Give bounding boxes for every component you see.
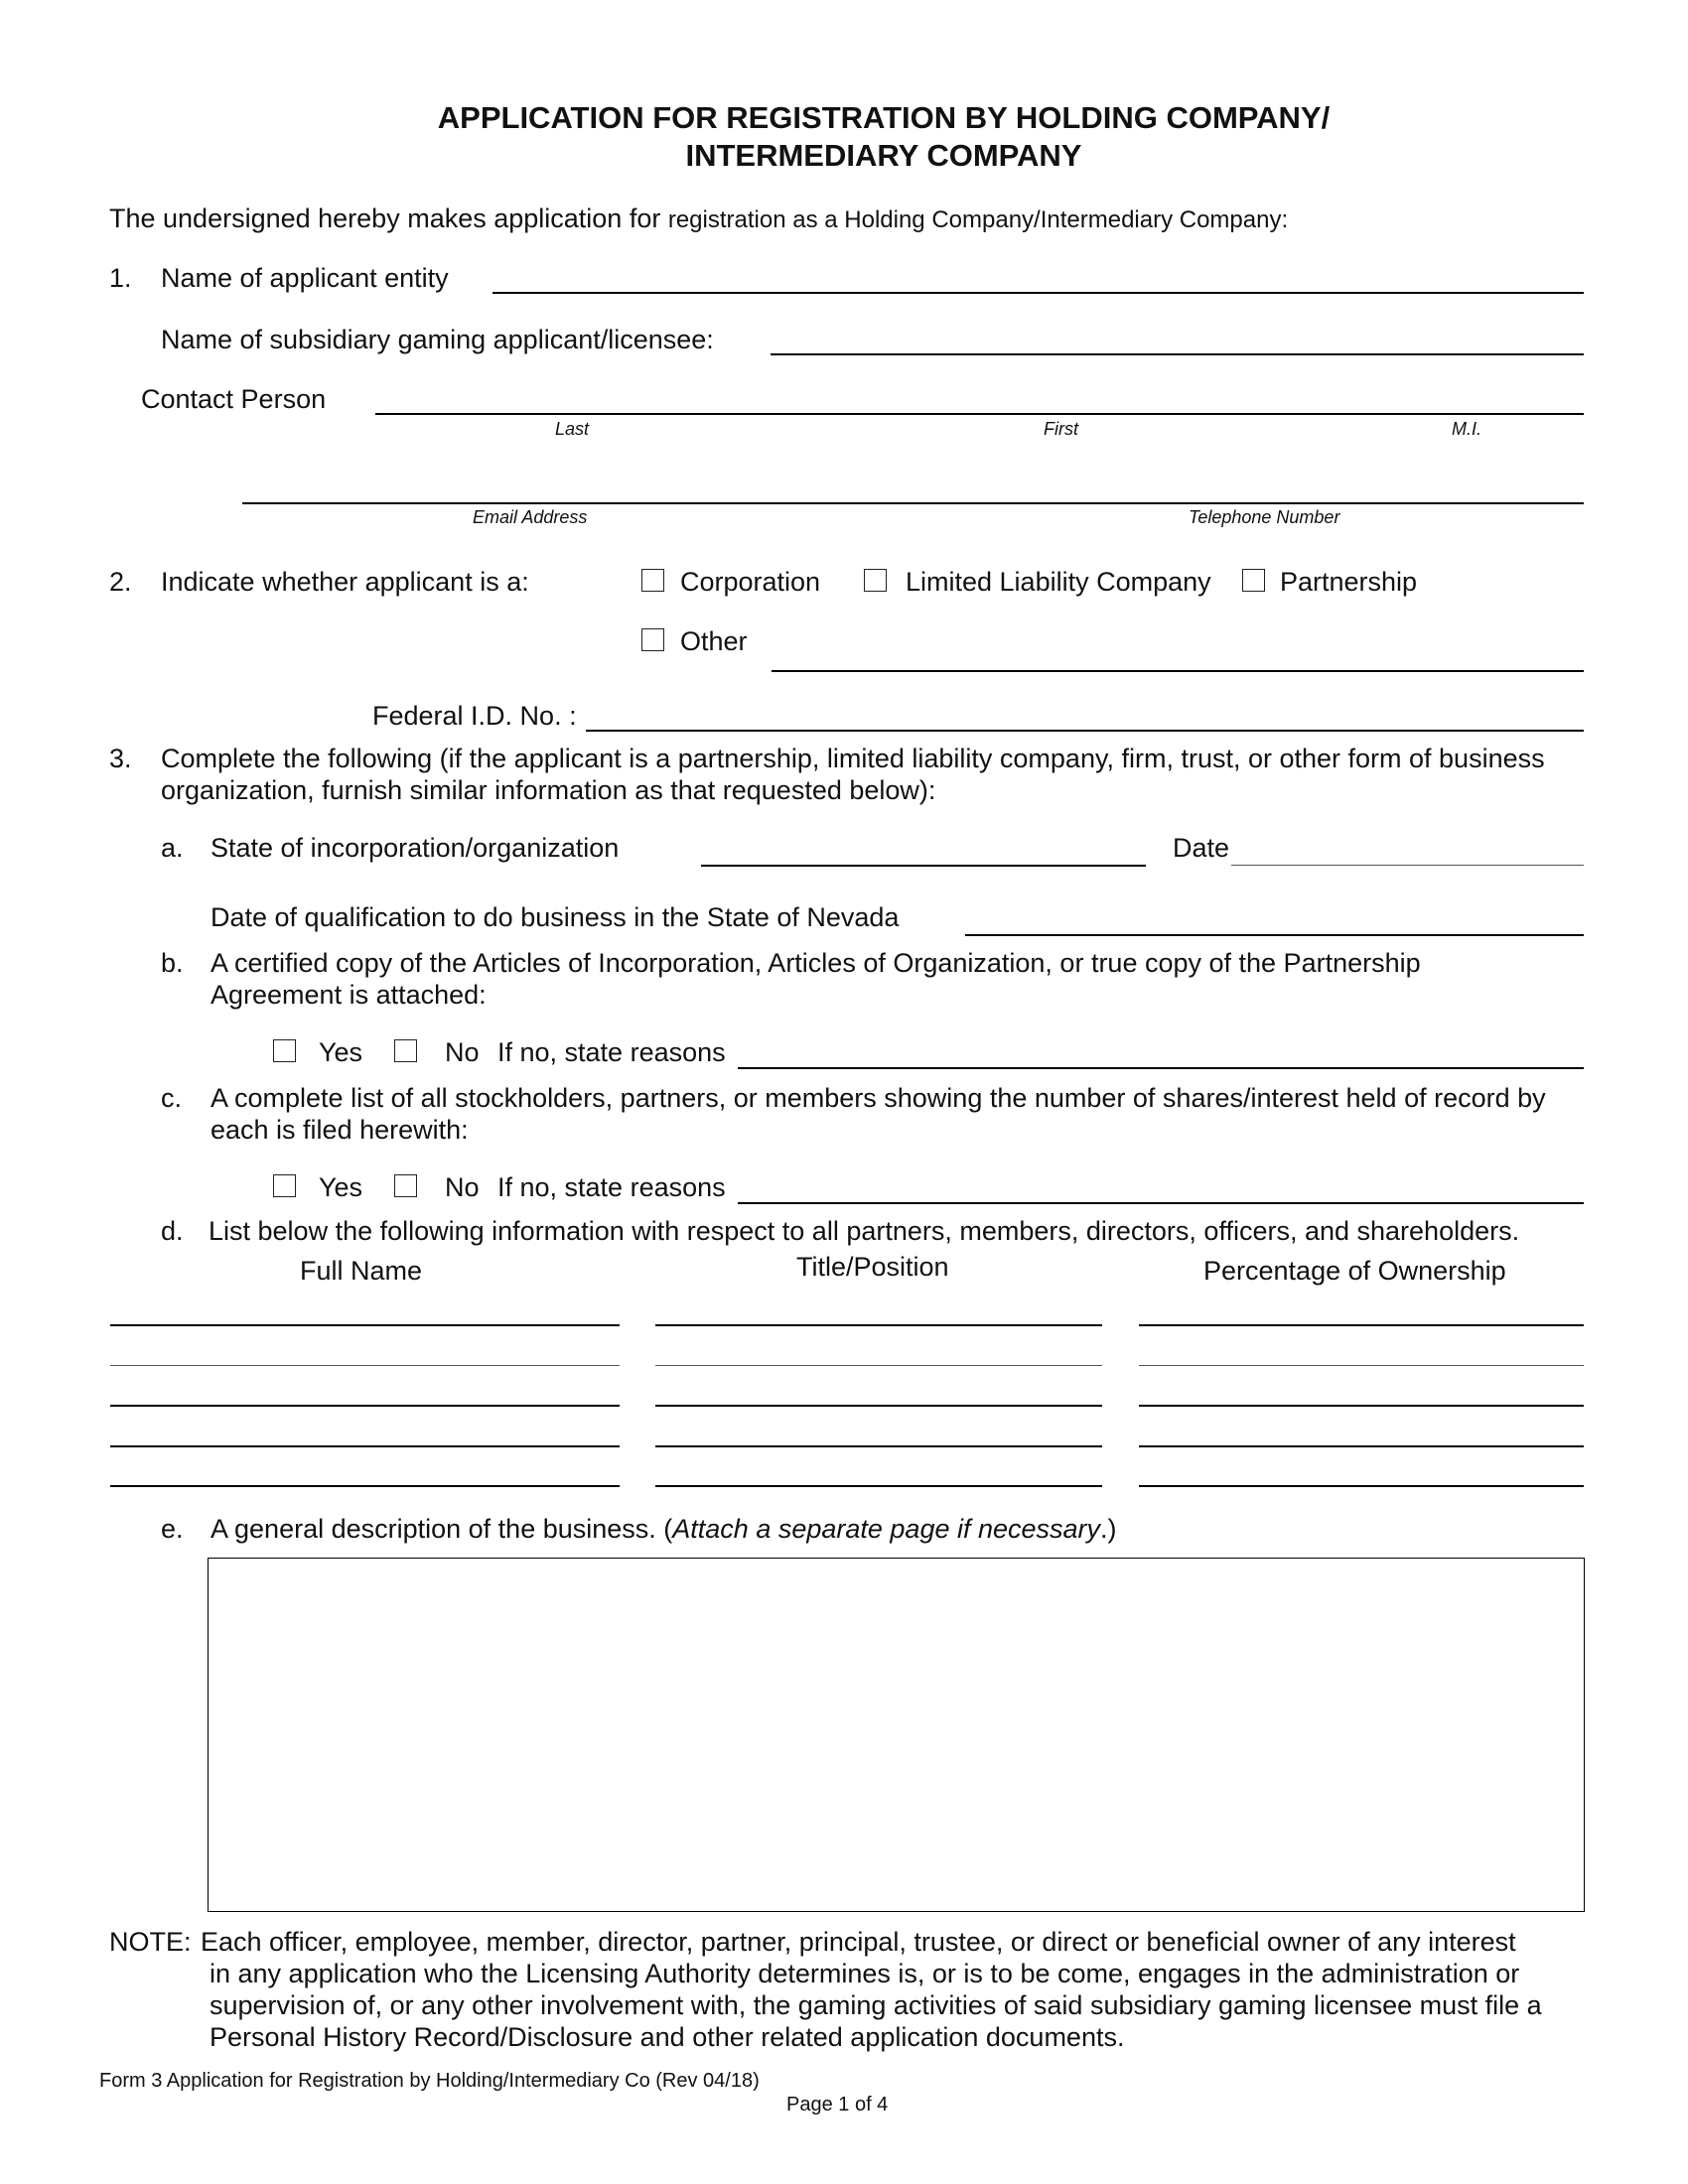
stockholder-no-label: No [445, 1172, 480, 1202]
corporation-label: Corporation [680, 567, 821, 597]
owner-title-row-2[interactable] [655, 1365, 1102, 1366]
federal-id-field[interactable] [586, 730, 1584, 732]
form-title-line2: INTERMEDIARY COMPANY [685, 138, 1082, 173]
note-line2: in any application who the Licensing Authority determines is, or is to be come, engages in the administration or [210, 1959, 1520, 1988]
intro-text: The undersigned hereby makes application for registration as a Holding Company/Intermediary Company: [109, 204, 1289, 233]
note-line1: Each officer, employee, member, director, partner, principal, trustee, or direct or beneficial owner of any interest [201, 1927, 1516, 1957]
other-field[interactable] [772, 670, 1584, 672]
federal-id-label: Federal I.D. No. : [372, 701, 577, 731]
owner-name-row-3[interactable] [110, 1405, 620, 1407]
owner-pct-row-4[interactable] [1139, 1445, 1584, 1447]
note-label: NOTE: [109, 1927, 192, 1957]
articles-no-checkbox[interactable] [394, 1039, 417, 1062]
subsidiary-label: Name of subsidiary gaming applicant/licensee: [161, 325, 714, 354]
articles-reasons-field[interactable] [738, 1067, 1584, 1069]
stockholder-yes-checkbox[interactable] [273, 1174, 296, 1197]
page-number: Page 1 of 4 [786, 2094, 889, 2116]
owner-title-row-4[interactable] [655, 1445, 1102, 1447]
contact-person-field[interactable] [375, 413, 1584, 415]
llc-label: Limited Liability Company [906, 567, 1211, 597]
caption-last: Last [555, 419, 590, 439]
q3-number: 3. [109, 744, 132, 773]
owner-name-row-5[interactable] [110, 1485, 620, 1487]
caption-first: First [1044, 419, 1078, 439]
state-incorporation-label: State of incorporation/organization [211, 833, 620, 863]
q1-number: 1. [109, 263, 132, 293]
q3-text-line1: Complete the following (if the applicant is a partnership, limited liability company, firm, trust, or other form of business [161, 744, 1545, 773]
contact-person-label: Contact Person [141, 384, 327, 414]
corporation-checkbox[interactable] [641, 569, 664, 592]
llc-checkbox[interactable] [864, 569, 887, 592]
form-title-line1: APPLICATION FOR REGISTRATION BY HOLDING COMPANY/ [437, 100, 1331, 135]
owner-pct-row-1[interactable] [1139, 1324, 1584, 1326]
owner-title-row-1[interactable] [655, 1324, 1102, 1326]
applicant-entity-label: Name of applicant entity [161, 263, 449, 293]
entity-type-label: Indicate whether applicant is a: [161, 567, 529, 597]
partnership-checkbox[interactable] [1242, 569, 1265, 592]
note-line3: supervision of, or any other involvement with, the gaming activities of said subsidiary gaming licensee must file a [210, 1990, 1542, 2020]
q2-number: 2. [109, 567, 132, 597]
stockholder-reasons-field[interactable] [738, 1202, 1584, 1204]
partnership-label: Partnership [1280, 567, 1418, 597]
stockholder-text-line1: A complete list of all stockholders, partners, or members showing the number of shares/interest held of record by [211, 1083, 1546, 1113]
q3e-letter: e. [161, 1514, 184, 1544]
stockholder-no-checkbox[interactable] [394, 1174, 417, 1197]
subsidiary-field[interactable] [771, 353, 1584, 355]
q3d-letter: d. [161, 1216, 184, 1246]
q3a-letter: a. [161, 833, 184, 863]
q3b-letter: b. [161, 948, 184, 978]
owners-list-text: List below the following information with respect to all partners, members, directors, officers, and shareholders. [209, 1216, 1520, 1246]
form-footer: Form 3 Application for Registration by Holding/Intermediary Co (Rev 04/18) [99, 2070, 760, 2092]
business-description-label: A general description of the business. (Attach a separate page if necessary.) [211, 1514, 1117, 1544]
applicant-entity-field[interactable] [492, 292, 1584, 294]
articles-text-line1: A certified copy of the Articles of Incorporation, Articles of Organization, or true copy of the Partnership [211, 948, 1421, 978]
q3-text-line2: organization, furnish similar information as that requested below): [161, 775, 936, 805]
stockholder-yes-label: Yes [319, 1172, 363, 1202]
articles-yes-label: Yes [319, 1037, 363, 1067]
owner-name-row-4[interactable] [110, 1445, 620, 1447]
owner-pct-row-3[interactable] [1139, 1405, 1584, 1407]
articles-no-label: No [445, 1037, 480, 1067]
nevada-qualification-label: Date of qualification to do business in the State of Nevada [211, 902, 900, 932]
nevada-qualification-field[interactable] [965, 934, 1584, 936]
owner-pct-row-5[interactable] [1139, 1485, 1584, 1487]
owner-name-row-1[interactable] [110, 1324, 620, 1326]
email-phone-field[interactable] [242, 502, 1584, 504]
incorporation-date-field[interactable] [1231, 865, 1584, 866]
column-title-position: Title/Position [796, 1252, 949, 1282]
stockholder-text-line2: each is filed herewith: [211, 1115, 469, 1145]
caption-email: Email Address [473, 507, 588, 527]
articles-yes-checkbox[interactable] [273, 1039, 296, 1062]
state-incorporation-field[interactable] [701, 865, 1146, 867]
incorporation-date-label: Date [1173, 833, 1230, 863]
owner-pct-row-2[interactable] [1139, 1365, 1584, 1366]
articles-reasons-label: If no, state reasons [497, 1037, 726, 1067]
column-percentage: Percentage of Ownership [1203, 1256, 1506, 1286]
caption-phone: Telephone Number [1189, 507, 1340, 527]
owner-title-row-5[interactable] [655, 1485, 1102, 1487]
articles-text-line2: Agreement is attached: [211, 980, 487, 1010]
owner-name-row-2[interactable] [110, 1365, 620, 1366]
column-full-name: Full Name [300, 1256, 423, 1286]
other-checkbox[interactable] [641, 628, 664, 651]
other-label: Other [680, 626, 748, 656]
q3c-letter: c. [161, 1083, 183, 1113]
note-line4: Personal History Record/Disclosure and other related application documents. [210, 2022, 1125, 2052]
owner-title-row-3[interactable] [655, 1405, 1102, 1407]
stockholder-reasons-label: If no, state reasons [497, 1172, 726, 1202]
caption-mi: M.I. [1452, 419, 1481, 439]
business-description-box[interactable] [208, 1558, 1585, 1912]
